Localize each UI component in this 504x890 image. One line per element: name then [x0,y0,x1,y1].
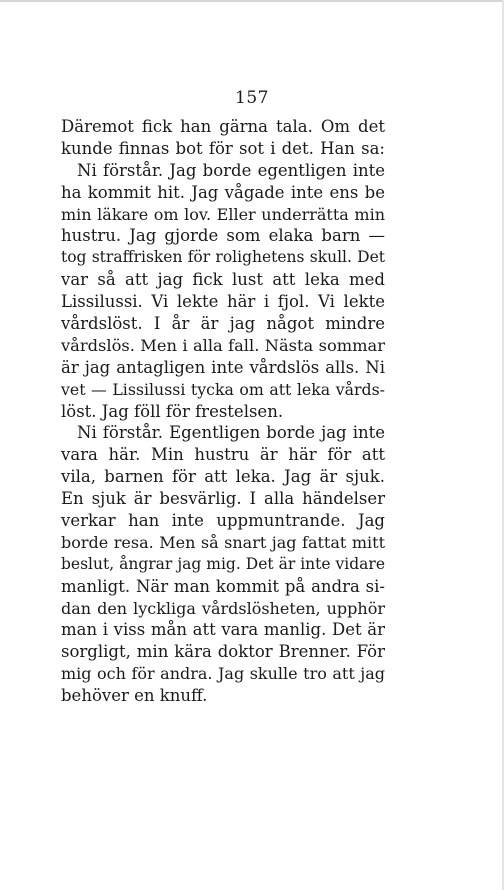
text-line: dan den lyckliga vårdslösheten, upphör [61,598,385,618]
text-line: löst. Jag föll för frestelsen. [61,401,284,421]
text-line: Ni förstår. Jag borde egentligen inte [77,160,385,180]
text-line: Däremot fick han gärna tala. Om det [61,117,385,136]
text-line: Lissilussi. Vi lekte här i fjol. Vi lekte [61,292,385,312]
page-number: 157 [235,88,269,108]
text-line: behöver en knuff. [61,686,208,706]
text-line: vårdslöst. I år är jag något mindre [61,314,385,334]
text-line: man i viss mån att vara manlig. Det är [61,620,385,640]
text-line: beslut, ångrar jag mig. Det är inte vidare [61,554,385,573]
text-line: verkar han inte uppmuntrande. Jag [61,511,385,531]
text-line: vila, barnen för att leka. Jag är sjuk. [61,467,385,487]
text-line: vara här. Min hustru är här för att [61,445,385,465]
text-line: vårdslös. Men i alla fall. Nästa sommar [61,335,385,355]
text-line: manligt. När man kommit på andra si- [61,576,385,596]
text-line: hustru. Jag gjorde som elaka barn — [61,226,385,246]
text-line: var så att jag fick lust att leka med [61,270,385,290]
text-line: Ni förstår. Egentligen borde jag inte [77,423,385,443]
text-line: vet — Lissilussi tycka om att leka vårds- [61,379,385,399]
text-line: min läkare om lov. Eller underrätta min [61,204,385,224]
text-line: kunde finnas bot för sot i det. Han sa: [61,138,385,158]
text-line: mig och för andra. Jag skulle tro att jag [61,664,385,684]
text-line: tog straffrisken för rolighetens skull. Det [61,248,385,267]
text-line: är jag antagligen inte vårdslös alls. Ni [61,357,385,377]
text-line: sorgligt, min kära doktor Brenner. För [61,642,385,662]
text-line: borde resa. Men så snart jag fattat mitt [61,532,385,552]
text-line: ha kommit hit. Jag vågade inte ens be [61,182,385,202]
text-line: En sjuk är besvärlig. I alla händelser [61,489,385,509]
scan-top-edge [0,0,504,2]
body-text [61,116,385,707]
